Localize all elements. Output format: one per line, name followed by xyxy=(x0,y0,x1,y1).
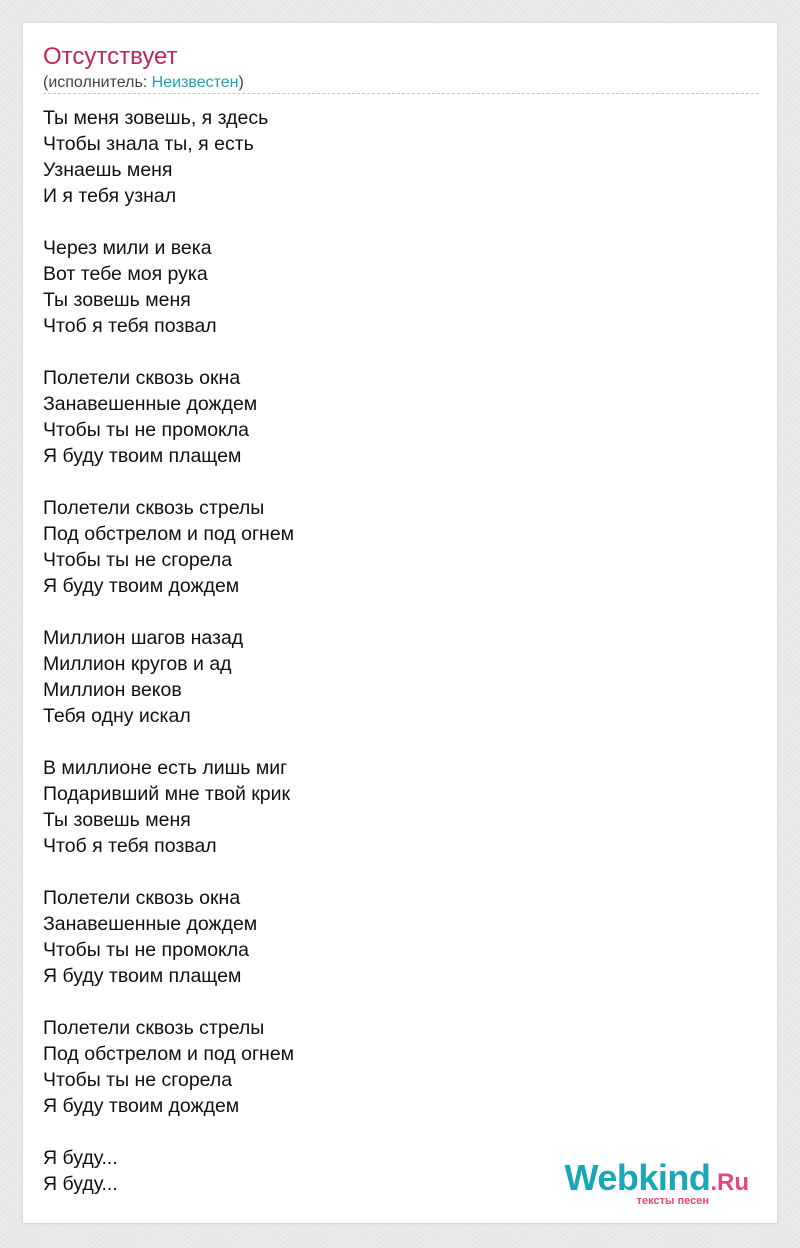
lyrics-stanza xyxy=(43,755,294,859)
lyric-line: Через мили и века xyxy=(43,237,212,259)
lyrics-text xyxy=(43,105,294,1223)
lyrics-stanza xyxy=(43,885,294,989)
lyric-line: Миллион веков xyxy=(43,679,182,701)
lyrics-stanza xyxy=(43,365,294,469)
lyrics-stanza xyxy=(43,625,294,729)
lyric-line: Чтобы ты не промокла xyxy=(43,419,250,441)
lyric-line: Я буду твоим дождем xyxy=(43,575,240,597)
lyrics-stanza xyxy=(43,1015,294,1119)
lyric-line: Вот тебе моя рука xyxy=(43,263,208,285)
lyric-line: Подаривший мне твой крик xyxy=(43,783,291,805)
lyrics-stanza xyxy=(43,495,294,599)
logo-name: Webkind xyxy=(564,1157,711,1198)
lyric-line: Я буду твоим дождем xyxy=(43,1095,240,1117)
lyric-line: Полетели сквозь стрелы xyxy=(43,497,265,519)
logo-tagline: тексты песен xyxy=(636,1195,709,1207)
artist-suffix: ) xyxy=(238,74,244,91)
logo-tld: .Ru xyxy=(710,1169,749,1196)
lyric-line: Я буду твоим плащем xyxy=(43,445,242,467)
lyrics-card xyxy=(22,22,778,1224)
lyric-line: Узнаешь меня xyxy=(43,159,173,181)
song-title: Отсутствует xyxy=(43,43,178,70)
lyric-line: Полетели сквозь стрелы xyxy=(43,1017,265,1039)
header-divider xyxy=(43,93,759,94)
lyric-line: Чтобы знала ты, я есть xyxy=(43,133,254,155)
lyric-line: Я буду... xyxy=(43,1147,118,1169)
lyric-line: Чтоб я тебя позвал xyxy=(43,835,217,857)
lyric-line: Ты меня зовешь, я здесь xyxy=(43,107,269,129)
lyric-line: Под обстрелом и под огнем xyxy=(43,523,295,545)
lyric-line: Полетели сквозь окна xyxy=(43,887,241,909)
artist-prefix: (исполнитель: xyxy=(43,74,152,91)
artist-line xyxy=(43,73,244,93)
lyric-line: Миллион шагов назад xyxy=(43,627,244,649)
lyric-line: Чтобы ты не сгорела xyxy=(43,1069,233,1091)
lyric-line: Полетели сквозь окна xyxy=(43,367,241,389)
lyric-line: Ты зовешь меня xyxy=(43,289,191,311)
lyric-line: Миллион кругов и ад xyxy=(43,653,232,675)
site-logo[interactable] xyxy=(549,1159,749,1205)
lyric-line: Занавешенные дождем xyxy=(43,393,258,415)
lyrics-stanza xyxy=(43,1145,294,1197)
lyric-line: И я тебя узнал xyxy=(43,185,177,207)
lyric-line: В миллионе есть лишь миг xyxy=(43,757,288,779)
lyric-line: Чтоб я тебя позвал xyxy=(43,315,217,337)
lyrics-stanza xyxy=(43,105,294,209)
lyric-line: Занавешенные дождем xyxy=(43,913,258,935)
lyric-line: Я буду твоим плащем xyxy=(43,965,242,987)
lyric-line: Чтобы ты не промокла xyxy=(43,939,250,961)
lyric-line: Ты зовешь меня xyxy=(43,809,191,831)
artist-link[interactable]: Неизвестен xyxy=(151,74,239,91)
lyric-line: Под обстрелом и под огнем xyxy=(43,1043,295,1065)
lyrics-stanza xyxy=(43,235,294,339)
lyric-line: Тебя одну искал xyxy=(43,705,191,727)
lyric-line: Я буду... xyxy=(43,1173,118,1195)
lyric-line: Чтобы ты не сгорела xyxy=(43,549,233,571)
